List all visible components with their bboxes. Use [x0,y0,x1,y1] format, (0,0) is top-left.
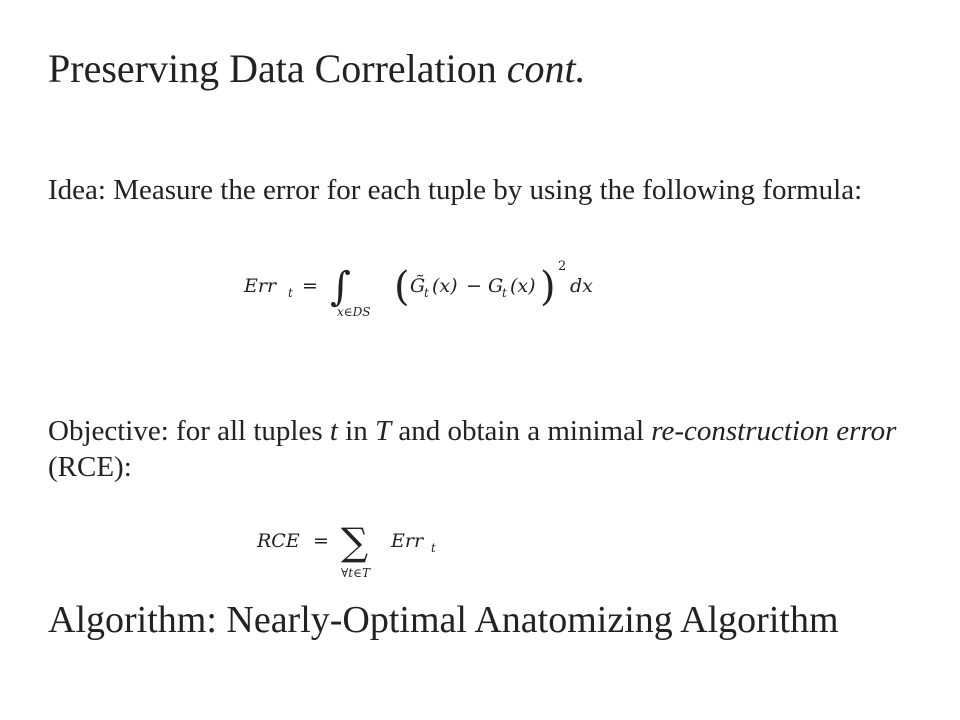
objective-in-word: in [337,415,375,447]
sum-symbol: ∑ [341,520,369,564]
power-exponent: 2 [558,259,567,274]
err-equals: = [302,275,318,297]
rce-lhs: RCE [257,530,300,552]
objective-suffix: (RCE): [48,451,132,483]
slide-title-main: Preserving Data Correlation [48,46,497,91]
objective-middle: and obtain a minimal [391,415,652,447]
err-lhs-sub: t [288,286,293,300]
objective-var-t: t [329,415,338,447]
slide-title [48,46,586,92]
objective-var-T: T [374,415,392,447]
objective-prefix: Objective: for all tuples [48,415,330,447]
rce-term-sub: t [431,541,436,555]
g-term-sub: t [502,286,507,300]
rce-term: Err [391,530,424,552]
rce-equals: = [313,530,329,552]
integral-subscript: x∈DS [337,305,371,319]
slide-title-italic: cont. [506,46,586,91]
idea-paragraph: Idea: Measure the error for each tuple by using the following formula: [48,174,863,206]
error-formula [244,250,604,322]
objective-paragraph [48,413,908,485]
algorithm-line: Algorithm: Nearly-Optimal Anatomizing Algorithm [48,599,839,641]
g-term-arg: (x) [510,275,536,297]
err-lhs: Err [244,275,277,297]
g-tilde-sub: t [424,286,429,300]
g-term: G [488,275,504,297]
left-paren: ( [394,264,410,310]
right-paren: ) [540,264,556,310]
minus-sign: − [466,275,482,297]
objective-italic-phrase: re-construction error [651,415,897,447]
rce-formula [257,515,447,585]
g-tilde: G̃ [410,275,426,297]
integral-symbol: ∫ [330,264,351,310]
g-tilde-arg: (x) [432,275,458,297]
differential: dx [570,275,593,297]
sum-subscript: ∀t∈T [341,566,370,580]
